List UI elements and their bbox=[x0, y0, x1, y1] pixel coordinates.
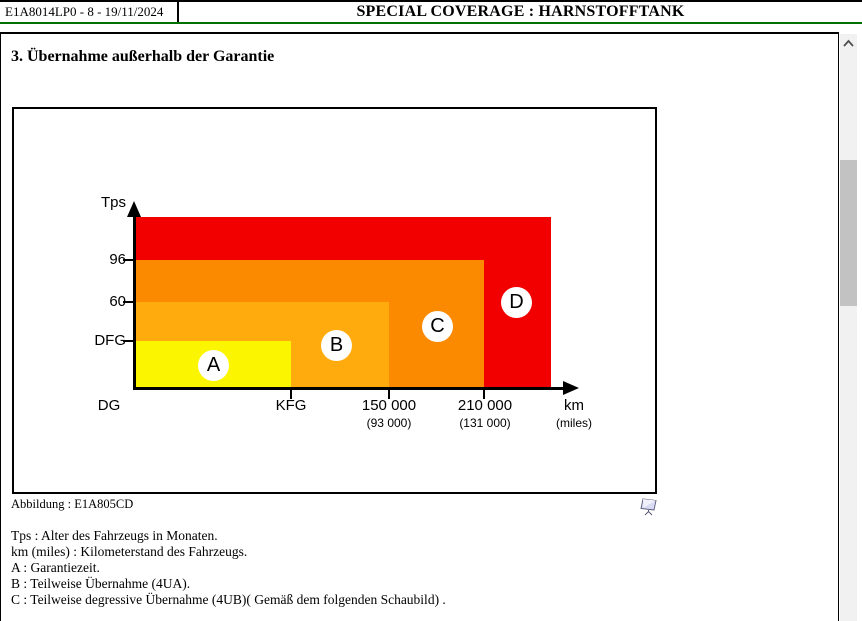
scroll-up-button[interactable] bbox=[840, 34, 857, 52]
content-frame bbox=[0, 32, 839, 621]
x-tick-label-210000: 210 000 bbox=[457, 397, 513, 414]
zone-c-badge: C bbox=[422, 311, 453, 342]
y-axis-label: Tps bbox=[100, 194, 126, 211]
warranty-figure bbox=[12, 107, 657, 494]
y-tick-label-dfg: DFG bbox=[94, 332, 126, 349]
zone-d-badge: D bbox=[501, 287, 532, 318]
x-origin-label: DG bbox=[97, 397, 121, 414]
x-tick-sublabel-93000: (93 000) bbox=[366, 416, 412, 430]
document-ref: E1A8014LP0 - 8 - 19/11/2024 bbox=[0, 2, 179, 22]
y-axis-arrow-icon bbox=[127, 201, 141, 217]
legend-line-b: B : Teilweise Übernahme (4UA). bbox=[11, 576, 191, 591]
zone-a-badge: A bbox=[198, 350, 229, 381]
x-axis-unit-sublabel: (miles) bbox=[556, 416, 592, 430]
x-axis-line bbox=[133, 387, 565, 390]
legend-line-c: C : Teilweise degressive Übernahme (4UB)( Gemäß dem folgenden Schaubild) . bbox=[11, 592, 446, 607]
legend-line-a: A : Garantiezeit. bbox=[11, 560, 100, 575]
chevron-up-icon bbox=[842, 38, 855, 49]
x-tick-sublabel-131000: (131 000) bbox=[459, 416, 511, 430]
figure-caption: Abbildung : E1A805CD bbox=[11, 497, 134, 511]
legend-line-km: km (miles) : Kilometerstand des Fahrzeugs. bbox=[11, 544, 248, 559]
scrollbar-thumb[interactable] bbox=[840, 160, 857, 306]
section-heading: 3. Übernahme außerhalb der Garantie bbox=[11, 48, 275, 65]
y-tick-label-60: 60 bbox=[109, 293, 126, 310]
x-axis-arrow-icon bbox=[563, 381, 579, 395]
document-header bbox=[0, 0, 862, 24]
vertical-scrollbar[interactable] bbox=[840, 34, 857, 621]
figure-legend bbox=[11, 528, 446, 608]
legend-line-tps: Tps : Alter des Fahrzeugs in Monaten. bbox=[11, 528, 218, 543]
zone-b-badge: B bbox=[321, 330, 352, 361]
document-title: SPECIAL COVERAGE : HARNSTOFFTANK bbox=[356, 3, 685, 20]
y-tick-label-96: 96 bbox=[109, 251, 126, 268]
y-axis-line bbox=[133, 213, 136, 387]
x-tick-label-150000: 150 000 bbox=[361, 397, 417, 414]
x-axis-unit-label: km bbox=[564, 397, 584, 414]
x-tick-label-kfg: KFG bbox=[275, 397, 307, 414]
projection-screen-icon[interactable] bbox=[639, 497, 659, 517]
